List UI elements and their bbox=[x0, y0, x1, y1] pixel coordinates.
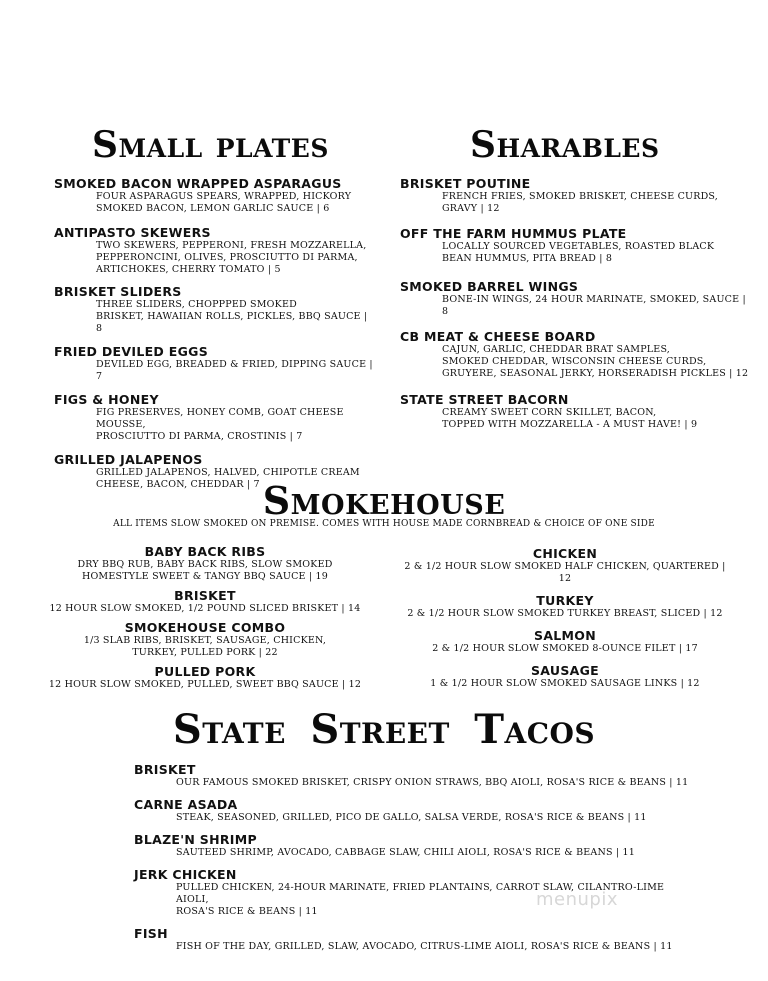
menu-item bbox=[400, 392, 750, 431]
menu-item bbox=[54, 392, 374, 443]
item-name: PULLED PORK bbox=[154, 664, 256, 679]
menu-item bbox=[400, 226, 750, 265]
item-desc-line: DRY BBQ RUB, BABY BACK RIBS, SLOW SMOKED bbox=[77, 559, 333, 570]
item-desc-line: BONE-IN WINGS, 24 HOUR MARINATE, SMOKED, SAUCE | 8 bbox=[442, 294, 746, 317]
item-desc-line: CHEESE, BACON, CHEDDAR | 7 bbox=[96, 479, 260, 490]
item-name: BABY BACK RIBS bbox=[144, 544, 266, 559]
item-desc-line: PULLED CHICKEN, 24-HOUR MARINATE, FRIED PLANTAINS, CARROT SLAW, CILANTRO-LIME AIOLI, bbox=[176, 882, 665, 905]
item-name: SMOKED BARREL WINGS bbox=[400, 279, 579, 294]
small-plates-list bbox=[54, 176, 374, 491]
menu-item bbox=[400, 593, 730, 620]
item-desc-line: FIG PRESERVES, HONEY COMB, GOAT CHEESE MOUSSE, bbox=[96, 407, 344, 430]
item-name: SAUSAGE bbox=[530, 663, 600, 678]
item-name: BRISKET bbox=[134, 762, 196, 777]
menu-item bbox=[400, 329, 750, 380]
menu-item bbox=[40, 664, 370, 691]
menu-item bbox=[400, 546, 730, 585]
item-desc-line: TWO SKEWERS, PEPPERONI, FRESH MOZZARELLA, bbox=[96, 240, 367, 251]
item-name: JERK CHICKEN bbox=[134, 867, 237, 882]
item-desc-line: 12 HOUR SLOW SMOKED, 1/2 POUND SLICED BRISKET | 14 bbox=[49, 603, 361, 614]
item-desc-line: PEPPERONCINI, OLIVES, PROSCIUTTO DI PARMA, bbox=[96, 252, 358, 263]
item-desc-line: FOUR ASPARAGUS SPEARS, WRAPPED, HICKORY bbox=[96, 191, 352, 202]
item-desc-line: DEVILED EGG, BREADED & FRIED, DIPPING SAUCE | 7 bbox=[96, 359, 373, 382]
tacos-list bbox=[134, 762, 694, 953]
item-name: FISH bbox=[134, 926, 168, 941]
smokehouse-note: ALL ITEMS SLOW SMOKED ON PREMISE. COMES WITH HOUSE MADE CORNBREAD & CHOICE OF ONE SIDE bbox=[113, 519, 655, 529]
item-name: SALMON bbox=[534, 628, 596, 643]
item-name: CHICKEN bbox=[532, 546, 598, 561]
item-name: ANTIPASTO SKEWERS bbox=[54, 225, 211, 240]
item-desc-line: 1/3 SLAB RIBS, BRISKET, SAUSAGE, CHICKEN, bbox=[83, 635, 327, 646]
item-name: FIGS & HONEY bbox=[54, 392, 159, 407]
menu-item bbox=[54, 225, 374, 276]
smokehouse-right-list bbox=[400, 546, 730, 690]
menu-item bbox=[134, 797, 694, 824]
sharables-heading: Sharables bbox=[470, 124, 660, 166]
menu-item bbox=[400, 628, 730, 655]
item-name: STATE STREET BACORN bbox=[400, 392, 569, 407]
item-name: CARNE ASADA bbox=[134, 797, 238, 812]
item-desc-line: 2 & 1/2 HOUR SLOW SMOKED HALF CHICKEN, QUARTERED | 12 bbox=[404, 561, 726, 584]
item-desc-line: GRILLED JALAPENOS, HALVED, CHIPOTLE CREAM bbox=[96, 467, 360, 478]
item-name: SMOKED BACON WRAPPED ASPARAGUS bbox=[54, 176, 342, 191]
item-desc-line: CREAMY SWEET CORN SKILLET, BACON, bbox=[442, 407, 657, 418]
item-desc-line: TURKEY, PULLED PORK | 22 bbox=[132, 647, 278, 658]
item-desc-line: OUR FAMOUS SMOKED BRISKET, CRISPY ONION STRAWS, BBQ AIOLI, ROSA'S RICE & BEANS | 11 bbox=[176, 777, 689, 788]
item-name: BRISKET POUTINE bbox=[400, 176, 531, 191]
item-desc-line: FRENCH FRIES, SMOKED BRISKET, CHEESE CURDS, bbox=[442, 191, 719, 202]
item-desc-line: 2 & 1/2 HOUR SLOW SMOKED TURKEY BREAST, SLICED | 12 bbox=[407, 608, 723, 619]
smokehouse-heading: Smokehouse bbox=[262, 478, 506, 523]
menu-item bbox=[54, 344, 374, 383]
menu-item bbox=[400, 279, 750, 318]
item-desc-line: THREE SLIDERS, CHOPPPED SMOKED bbox=[96, 299, 297, 310]
item-desc-line: PROSCIUTTO DI PARMA, CROSTINIS | 7 bbox=[96, 431, 303, 442]
item-desc-line: ARTICHOKES, CHERRY TOMATO | 5 bbox=[96, 264, 281, 275]
item-desc-line: TOPPED WITH MOZZARELLA - A MUST HAVE! | 9 bbox=[442, 419, 698, 430]
menu-item bbox=[54, 176, 374, 215]
menu-item bbox=[400, 663, 730, 690]
menu-item bbox=[40, 588, 370, 615]
item-name: SMOKEHOUSE COMBO bbox=[124, 620, 286, 635]
item-desc-line: SMOKED BACON, LEMON GARLIC SAUCE | 6 bbox=[96, 203, 330, 214]
item-desc-line: 12 HOUR SLOW SMOKED, PULLED, SWEET BBQ SAUCE | 12 bbox=[48, 679, 362, 690]
item-desc-line: SAUTEED SHRIMP, AVOCADO, CABBAGE SLAW, CHILI AIOLI, ROSA'S RICE & BEANS | 11 bbox=[176, 847, 636, 858]
item-name: BRISKET SLIDERS bbox=[54, 284, 182, 299]
item-desc-line: HOMESTYLE SWEET & TANGY BBQ SAUCE | 19 bbox=[81, 571, 329, 582]
item-name: BLAZE'N SHRIMP bbox=[134, 832, 257, 847]
menu-item bbox=[134, 926, 694, 953]
menu-item bbox=[40, 544, 370, 583]
item-desc-line: ROSA'S RICE & BEANS | 11 bbox=[176, 906, 318, 917]
item-name: BRISKET bbox=[174, 588, 236, 603]
menu-item bbox=[134, 832, 694, 859]
menu-item bbox=[134, 762, 694, 789]
item-name: CB MEAT & CHEESE BOARD bbox=[400, 329, 596, 344]
item-desc-line: BEAN HUMMUS, PITA BREAD | 8 bbox=[442, 253, 613, 264]
watermark-logo: menupix bbox=[536, 889, 619, 910]
item-desc-line: BRISKET, HAWAIIAN ROLLS, PICKLES, BBQ SAUCE | 8 bbox=[96, 311, 368, 334]
menu-item bbox=[40, 620, 370, 659]
smokehouse-left-list bbox=[40, 544, 370, 691]
item-desc-line: GRAVY | 12 bbox=[442, 203, 500, 214]
menu-item bbox=[400, 176, 750, 215]
item-desc-line: FISH OF THE DAY, GRILLED, SLAW, AVOCADO, CITRUS-LIME AIOLI, ROSA'S RICE & BEANS | 11 bbox=[176, 941, 673, 952]
item-desc-line: 1 & 1/2 HOUR SLOW SMOKED SAUSAGE LINKS | 12 bbox=[430, 678, 700, 689]
sharables-list bbox=[400, 176, 750, 431]
tacos-heading: State Street Tacos bbox=[172, 706, 596, 753]
item-desc-line: 2 & 1/2 HOUR SLOW SMOKED 8-OUNCE FILET | 17 bbox=[432, 643, 698, 654]
item-name: TURKEY bbox=[536, 593, 594, 608]
item-desc-line: LOCALLY SOURCED VEGETABLES, ROASTED BLACK bbox=[442, 241, 715, 252]
small-plates-heading: Small plates bbox=[92, 124, 329, 166]
item-desc-line: SMOKED CHEDDAR, WISCONSIN CHEESE CURDS, bbox=[442, 356, 707, 367]
item-desc-line: GRUYERE, SEASONAL JERKY, HORSERADISH PICKLES | 12 bbox=[442, 368, 749, 379]
item-desc-line: CAJUN, GARLIC, CHEDDAR BRAT SAMPLES, bbox=[442, 344, 671, 355]
item-desc-line: STEAK, SEASONED, GRILLED, PICO DE GALLO, SALSA VERDE, ROSA'S RICE & BEANS | 11 bbox=[176, 812, 647, 823]
item-name: GRILLED JALAPENOS bbox=[54, 452, 203, 467]
item-name: OFF THE FARM HUMMUS PLATE bbox=[400, 226, 627, 241]
item-name: FRIED DEVILED EGGS bbox=[54, 344, 209, 359]
menu-item bbox=[54, 284, 374, 335]
